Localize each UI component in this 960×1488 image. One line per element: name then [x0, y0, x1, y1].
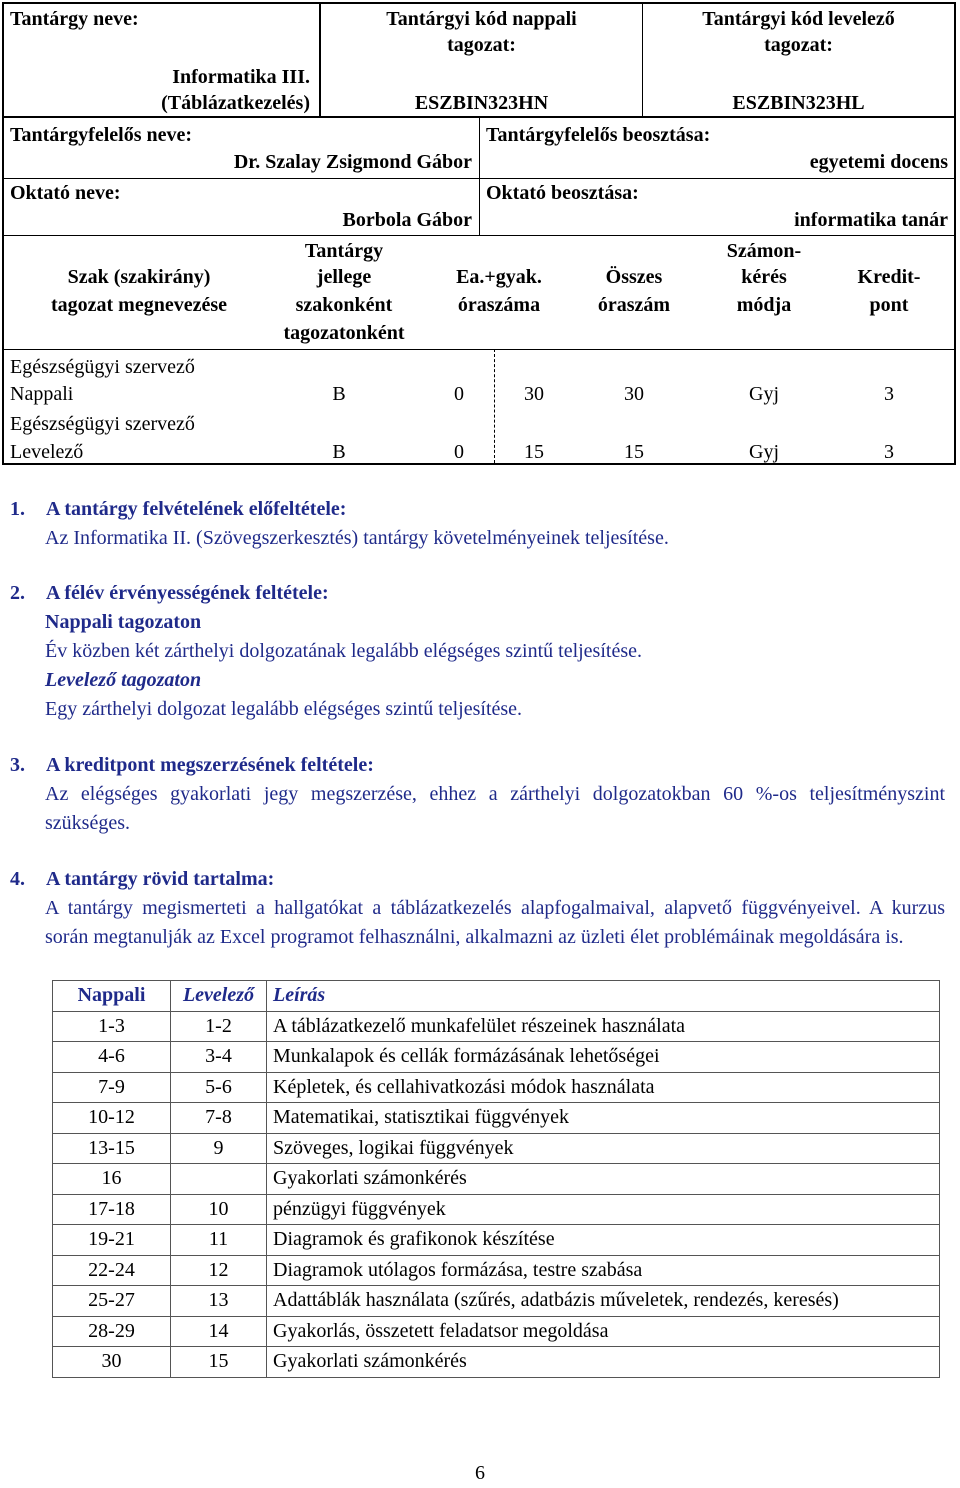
code-day-label-2: tagozat: — [447, 34, 516, 56]
schedule-header-description: Leírás — [267, 981, 940, 1012]
schedule-corr-cell — [171, 1164, 267, 1195]
row1-type: B — [332, 383, 346, 405]
col-type-header-4: tagozatonként — [283, 322, 405, 344]
table-row — [53, 1042, 940, 1073]
schedule-description-cell: Diagramok és grafikonok készítése — [267, 1225, 940, 1256]
col-type-header-3: szakonként — [295, 294, 393, 316]
table-row — [53, 1286, 940, 1317]
schedule-description-cell: Gyakorlati számonkérés — [267, 1347, 940, 1378]
row1-program: Egészségügyi szervező — [10, 356, 195, 378]
schedule-corr-cell: 14 — [171, 1316, 267, 1347]
schedule-corr-cell: 10 — [171, 1194, 267, 1225]
schedule-description-cell: Diagramok utólagos formázása, testre szabása — [267, 1255, 940, 1286]
code-corr-label: Tantárgyi kód levelező — [702, 8, 895, 30]
row2-credit: 3 — [884, 441, 894, 463]
schedule-description-cell: Adattáblák használata (szűrés, adatbázis műveletek, rendezés, keresés) — [267, 1286, 940, 1317]
schedule-corr-cell: 15 — [171, 1347, 267, 1378]
table-row — [53, 1072, 940, 1103]
schedule-description-cell: Munkalapok és cellák formázásának lehetőségei — [267, 1042, 940, 1073]
section-4-number: 4. — [10, 868, 25, 890]
schedule-header-row — [53, 981, 940, 1012]
section-4-title: A tantárgy rövid tartalma: — [46, 868, 275, 890]
schedule-corr-cell: 9 — [171, 1133, 267, 1164]
schedule-day-cell: 17-18 — [53, 1194, 171, 1225]
schedule-corr-cell: 1-2 — [171, 1011, 267, 1042]
section-4-text: A tantárgy megismerteti a hallgatókat a táblázatkezelés alapfogalmaival, alapvető függvényeivel. A kurzus során megtanulják az Excel programot felhasználni, alkalmazni az üzleti élet problémáinak megoldására is. — [45, 897, 945, 948]
row2-practice-hours: 15 — [524, 441, 544, 463]
schedule-corr-cell: 13 — [171, 1286, 267, 1317]
code-day-value: ESZBIN323HN — [414, 92, 549, 114]
row1-credit: 3 — [884, 383, 894, 405]
section-2-number: 2. — [10, 582, 25, 604]
col-program-header-2: tagozat megnevezése — [50, 294, 228, 316]
responsible-label: Tantárgyfelelős neve: — [10, 124, 193, 146]
row2-program: Egészségügyi szervező — [10, 413, 195, 435]
row2-type: B — [332, 441, 346, 463]
schedule-corr-cell: 11 — [171, 1225, 267, 1256]
schedule-header-corr: Levelező — [171, 981, 267, 1012]
row1-total-hours: 30 — [624, 383, 644, 405]
code-corr-value: ESZBIN323HL — [732, 92, 865, 114]
section-2-day-label: Nappali tagozaton — [45, 611, 202, 633]
responsible-position: egyetemi docens — [809, 151, 948, 173]
section-2-day-text: Év közben két zárthelyi dolgozatának legalább elégséges szintű teljesítése. — [45, 640, 642, 662]
col-exam-header-2: kérés — [741, 266, 787, 288]
table-row — [53, 1133, 940, 1164]
schedule-day-cell: 7-9 — [53, 1072, 171, 1103]
subject-name-line2: (Táblázatkezelés) — [161, 92, 310, 114]
section-2-corr-text: Egy zárthelyi dolgozat legalább elégséges szintű teljesítése. — [45, 698, 523, 720]
section-2-title: A félév érvényességének feltétele: — [46, 582, 329, 604]
table-row — [53, 1225, 940, 1256]
schedule-day-cell: 19-21 — [53, 1225, 171, 1256]
col-hours-header: Ea.+gyak. — [456, 266, 542, 288]
section-4-heading — [10, 865, 274, 893]
schedule-day-cell: 28-29 — [53, 1316, 171, 1347]
schedule-description-cell: Szöveges, logikai függvények — [267, 1133, 940, 1164]
section-3-title: A kreditpont megszerzésének feltétele: — [46, 754, 374, 776]
row1-exam: Gyj — [749, 383, 779, 405]
schedule-day-cell: 1-3 — [53, 1011, 171, 1042]
col-total-header-2: óraszám — [597, 294, 671, 316]
row2-mode: Levelező — [10, 441, 84, 463]
section-2-corr-label: Levelező tagozaton — [45, 669, 202, 691]
row2-exam: Gyj — [749, 441, 779, 463]
schedule-day-cell: 30 — [53, 1347, 171, 1378]
code-corr-label-2: tagozat: — [764, 34, 833, 56]
table-row — [53, 1011, 940, 1042]
teacher-position-label: Oktató beosztása: — [486, 182, 639, 204]
section-3-heading — [10, 751, 374, 779]
col-credit-header: Kredit- — [857, 266, 921, 288]
col-hours-header-2: óraszáma — [457, 294, 541, 316]
schedule-header-day: Nappali — [53, 981, 171, 1012]
subject-info-table — [2, 2, 956, 465]
schedule-description-cell: A táblázatkezelő munkafelület részeinek használata — [267, 1011, 940, 1042]
schedule-table — [52, 980, 940, 1378]
schedule-description-cell: Matematikai, statisztikai függvények — [267, 1103, 940, 1134]
section-3-text: Az elégséges gyakorlati jegy megszerzése, ehhez a zárthelyi dolgozatokban 60 %-os teljesítményszint szükséges. — [45, 783, 945, 834]
col-type-header-2: jellege — [316, 266, 372, 288]
section-1-heading — [10, 495, 346, 523]
schedule-day-cell: 4-6 — [53, 1042, 171, 1073]
subject-name-label: Tantárgy neve: — [10, 8, 139, 30]
teacher-position: informatika tanár — [794, 209, 948, 231]
schedule-corr-cell: 5-6 — [171, 1072, 267, 1103]
col-exam-header-3: módja — [736, 294, 792, 316]
table-row — [53, 1255, 940, 1286]
row2-total-hours: 15 — [624, 441, 644, 463]
schedule-day-cell: 13-15 — [53, 1133, 171, 1164]
table-row — [53, 1316, 940, 1347]
col-total-header: Összes — [605, 266, 663, 288]
section-2-heading — [10, 579, 329, 607]
row1-lecture-hours: 0 — [454, 383, 464, 405]
row1-practice-hours: 30 — [524, 383, 544, 405]
schedule-description-cell: Gyakorlati számonkérés — [267, 1164, 940, 1195]
schedule-description-cell: Gyakorlás, összetett feladatsor megoldása — [267, 1316, 940, 1347]
col-type-header: Tantárgy — [304, 240, 384, 262]
row2-lecture-hours: 0 — [454, 441, 464, 463]
schedule-corr-cell: 7-8 — [171, 1103, 267, 1134]
schedule-corr-cell: 3-4 — [171, 1042, 267, 1073]
section-3-number: 3. — [10, 754, 25, 776]
col-program-header: Szak (szakirány) — [67, 266, 211, 288]
row1-mode: Nappali — [10, 383, 74, 405]
schedule-day-cell: 22-24 — [53, 1255, 171, 1286]
teacher-name: Borbola Gábor — [342, 209, 472, 231]
section-1-number: 1. — [10, 498, 25, 520]
table-row — [53, 1103, 940, 1134]
responsible-position-label: Tantárgyfelelős beosztása: — [486, 124, 711, 146]
table-row — [53, 1194, 940, 1225]
code-day-label: Tantárgyi kód nappali — [386, 8, 577, 30]
section-1-title: A tantárgy felvételének előfeltétele: — [46, 498, 347, 520]
col-exam-header: Számon- — [726, 240, 802, 262]
schedule-description-cell: pénzügyi függvények — [267, 1194, 940, 1225]
table-row — [53, 1347, 940, 1378]
schedule-day-cell: 10-12 — [53, 1103, 171, 1134]
page-number: 6 — [475, 1462, 485, 1484]
table-row — [53, 1164, 940, 1195]
subject-name-line1: Informatika III. — [172, 66, 310, 88]
schedule-day-cell: 16 — [53, 1164, 171, 1195]
schedule-day-cell: 25-27 — [53, 1286, 171, 1317]
teacher-label: Oktató neve: — [10, 182, 121, 204]
col-credit-header-2: pont — [869, 294, 909, 316]
section-1-text: Az Informatika II. (Szövegszerkesztés) tantárgy követelményeinek teljesítése. — [45, 527, 669, 549]
schedule-corr-cell: 12 — [171, 1255, 267, 1286]
responsible-name: Dr. Szalay Zsigmond Gábor — [233, 151, 472, 173]
schedule-description-cell: Képletek, és cellahivatkozási módok használata — [267, 1072, 940, 1103]
